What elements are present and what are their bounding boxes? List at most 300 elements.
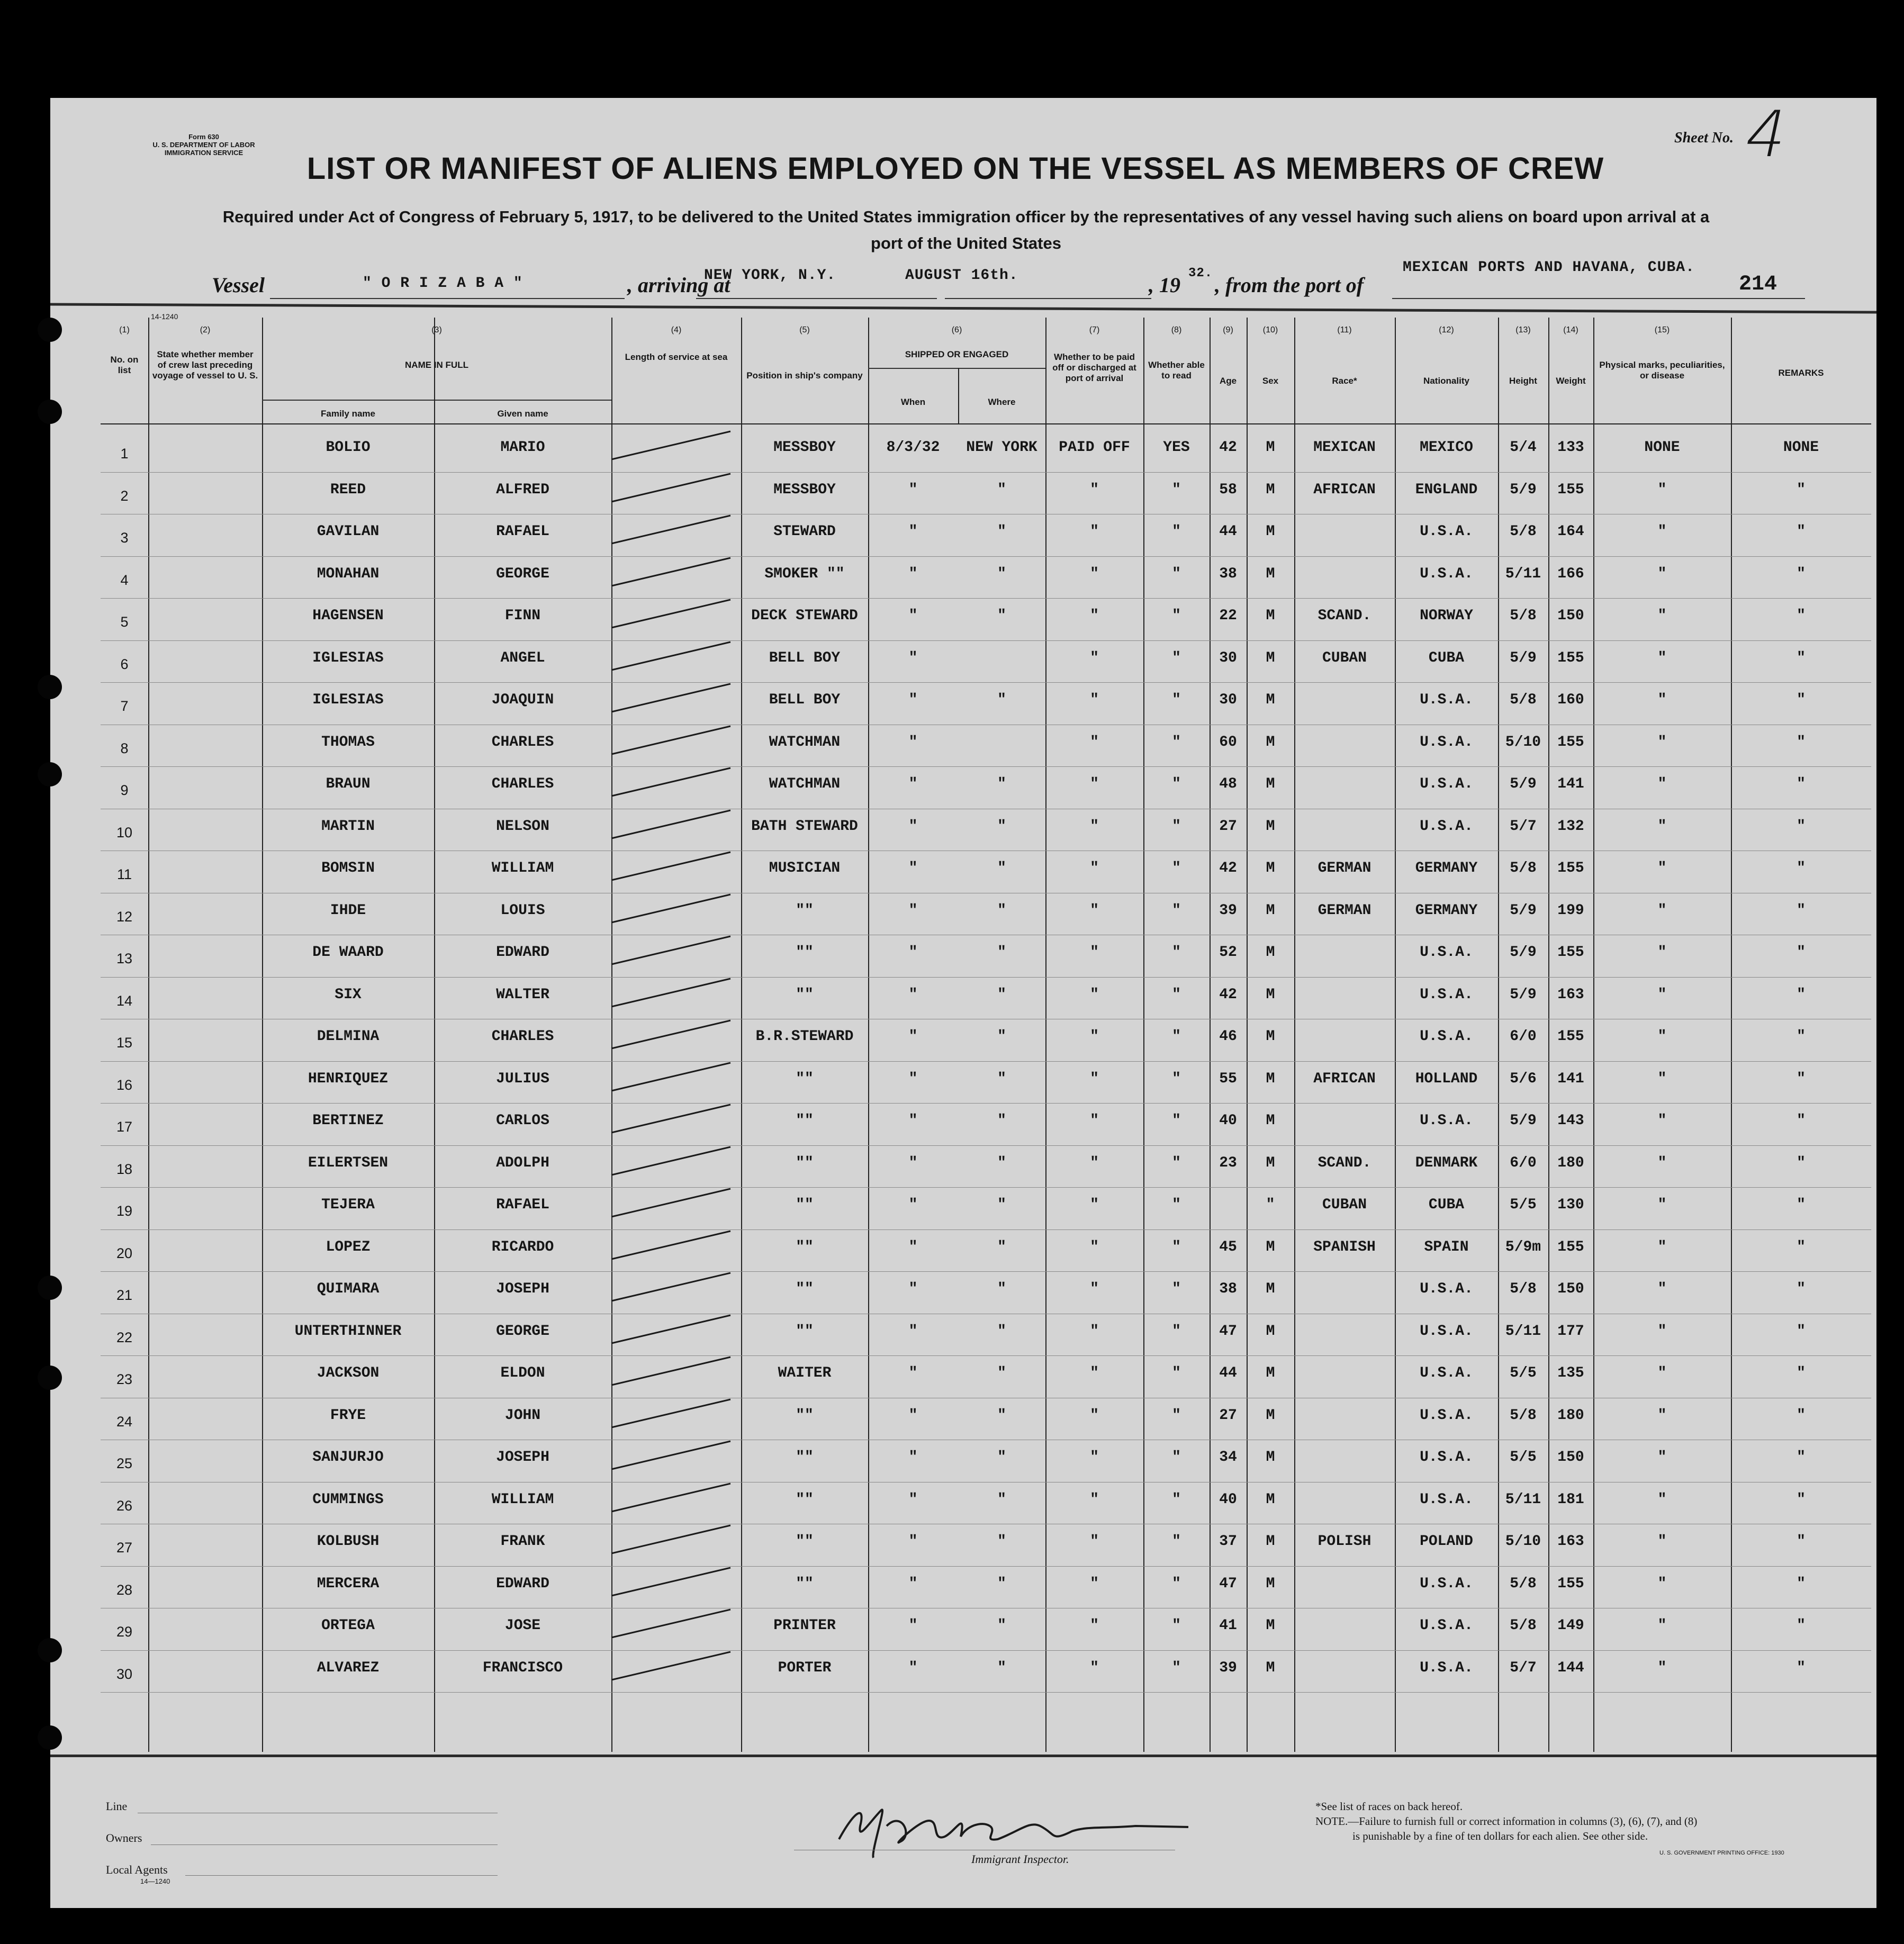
paid-off: "	[1090, 565, 1099, 582]
sex: M	[1266, 1070, 1275, 1087]
service-check-mark	[609, 849, 736, 887]
row-number: 30	[116, 1666, 133, 1682]
family-name: MARTIN	[321, 818, 375, 835]
shipped-when: "	[908, 1617, 918, 1634]
weight: 180	[1557, 1154, 1584, 1171]
race: GERMAN	[1318, 902, 1371, 919]
height: 5/8	[1510, 523, 1537, 540]
row-rule	[101, 1271, 1871, 1272]
remarks: "	[1797, 902, 1806, 919]
able-to-read: "	[1172, 818, 1181, 835]
weight: 181	[1557, 1491, 1584, 1508]
service-check-mark	[609, 681, 736, 718]
age: 47	[1219, 1323, 1237, 1340]
sheet-number-value: 4	[1738, 98, 1794, 171]
shipped-when: "	[908, 1659, 918, 1676]
shipped-when: "	[908, 649, 918, 666]
race: CUBAN	[1322, 1197, 1367, 1213]
punch-hole	[38, 1725, 62, 1750]
sex: M	[1266, 481, 1275, 498]
position: PRINTER	[773, 1617, 836, 1634]
paid-off: "	[1090, 523, 1099, 540]
given-name: RAFAEL	[496, 1197, 549, 1213]
family-name: BRAUN	[326, 776, 371, 792]
row-rule	[101, 1103, 1871, 1104]
able-to-read: "	[1172, 1281, 1181, 1297]
row-rule	[101, 556, 1871, 557]
paid-off: "	[1090, 608, 1099, 624]
row-number: 6	[120, 656, 129, 672]
physical-marks: "	[1657, 1323, 1667, 1340]
row-number: 16	[116, 1077, 133, 1093]
given-name: ANGEL	[500, 649, 545, 666]
race: SCAND.	[1318, 608, 1371, 624]
printer-credit: U. S. GOVERNMENT PRINTING OFFICE: 1930	[1659, 1850, 1784, 1856]
shipped-when: 8/3/32	[886, 439, 940, 456]
age: 30	[1219, 692, 1237, 708]
physical-marks: "	[1657, 565, 1667, 582]
service-check-mark	[609, 1270, 736, 1307]
shipped-where: "	[997, 1365, 1006, 1381]
shipped-where: "	[997, 1238, 1006, 1255]
service-check-mark	[609, 513, 736, 550]
shipped-when: "	[908, 1323, 918, 1340]
position: ""	[796, 1113, 814, 1129]
service-check-mark	[609, 597, 736, 634]
given-name: CHARLES	[491, 734, 554, 751]
sex: M	[1266, 944, 1275, 961]
shipped-when: "	[908, 818, 918, 835]
height: 6/0	[1510, 1154, 1537, 1171]
family-name: HENRIQUEZ	[308, 1070, 389, 1087]
given-name: EDWARD	[496, 1575, 549, 1592]
punch-hole	[38, 318, 62, 342]
position: ""	[796, 1070, 814, 1087]
paid-off: "	[1090, 1323, 1099, 1340]
sex: M	[1266, 1323, 1275, 1340]
sex: M	[1266, 1659, 1275, 1676]
page-subtitle	[93, 204, 1839, 257]
family-name: SANJURJO	[312, 1449, 384, 1466]
nationality: U.S.A.	[1420, 1323, 1473, 1340]
shipped-when: "	[908, 1533, 918, 1550]
arriving-label: , arriving at	[627, 273, 730, 297]
paid-off: "	[1090, 944, 1099, 961]
sheet-number-label: Sheet No.	[1674, 130, 1734, 146]
nationality: U.S.A.	[1420, 692, 1473, 708]
crew-table	[101, 318, 1871, 1752]
family-name: DE WAARD	[312, 944, 384, 961]
shipped-where: "	[997, 1449, 1006, 1466]
weight: 155	[1557, 734, 1584, 751]
header-c14: Weight	[1556, 376, 1586, 386]
weight: 163	[1557, 986, 1584, 1003]
weight: 150	[1557, 1281, 1584, 1297]
shipped-when: "	[908, 1113, 918, 1129]
physical-marks: "	[1657, 1365, 1667, 1381]
given-name: FRANCISCO	[482, 1659, 563, 1676]
top-rule	[50, 303, 1876, 313]
row-number: 20	[116, 1245, 133, 1261]
given-name: GEORGE	[496, 1323, 549, 1340]
nationality: POLAND	[1420, 1533, 1473, 1550]
row-number: 25	[116, 1455, 133, 1471]
age: 22	[1219, 608, 1237, 624]
height: 5/5	[1510, 1365, 1537, 1381]
position: WATCHMAN	[769, 734, 841, 751]
able-to-read: "	[1172, 1238, 1181, 1255]
row-number: 18	[116, 1161, 133, 1177]
sex: M	[1266, 1533, 1275, 1550]
weight: 149	[1557, 1617, 1584, 1634]
header-c15: Physical marks, peculiarities, or disease	[1599, 360, 1725, 381]
remarks: "	[1797, 1491, 1806, 1508]
age: 27	[1219, 818, 1237, 835]
shipped-when: "	[908, 565, 918, 582]
header-given-name: Given name	[497, 409, 548, 419]
height: 5/7	[1510, 818, 1537, 835]
inspector-label: Immigrant Inspector.	[971, 1852, 1069, 1866]
weight: 135	[1557, 1365, 1584, 1381]
height: 5/9	[1510, 776, 1537, 792]
family-name: HAGENSEN	[312, 608, 384, 624]
nationality: U.S.A.	[1420, 818, 1473, 835]
header-number-c3: (3)	[431, 325, 442, 334]
family-name: TEJERA	[321, 1197, 375, 1213]
nationality: U.S.A.	[1420, 776, 1473, 792]
row-rule	[101, 472, 1871, 473]
punch-hole	[38, 400, 62, 424]
shipped-when: "	[908, 523, 918, 540]
given-name: CARLOS	[496, 1113, 549, 1129]
age: 48	[1219, 776, 1237, 792]
paid-off: "	[1090, 1617, 1099, 1634]
shipped-where: "	[997, 1070, 1006, 1087]
shipped-where: "	[997, 776, 1006, 792]
paid-off: "	[1090, 1575, 1099, 1592]
bottom-rule	[50, 1755, 1876, 1757]
position: ""	[796, 1575, 814, 1592]
shipped-when: "	[908, 1238, 918, 1255]
column-divider	[148, 318, 149, 1752]
given-name: ADOLPH	[496, 1154, 549, 1171]
remarks: "	[1797, 1154, 1806, 1171]
service-check-mark	[609, 724, 736, 761]
service-check-mark	[609, 1144, 736, 1181]
subheader-rule	[868, 368, 1045, 369]
age: 42	[1219, 860, 1237, 876]
able-to-read: "	[1172, 986, 1181, 1003]
given-name: JOSEPH	[496, 1449, 549, 1466]
age: 34	[1219, 1449, 1237, 1466]
remarks: "	[1797, 565, 1806, 582]
physical-marks: "	[1657, 649, 1667, 666]
position: DECK STEWARD	[751, 608, 858, 624]
service-check-mark	[609, 1565, 736, 1602]
family-name: FRYE	[330, 1407, 366, 1424]
age: 30	[1219, 649, 1237, 666]
service-check-mark	[609, 1228, 736, 1265]
age: 38	[1219, 1281, 1237, 1297]
sex: M	[1266, 818, 1275, 835]
row-number: 7	[120, 698, 129, 714]
height: 5/11	[1505, 565, 1541, 582]
row-rule	[101, 977, 1871, 978]
position: ""	[796, 944, 814, 961]
physical-marks: "	[1657, 818, 1667, 835]
sex: M	[1266, 649, 1275, 666]
remarks: "	[1797, 481, 1806, 498]
weight: 180	[1557, 1407, 1584, 1424]
family-name: IGLESIAS	[312, 649, 384, 666]
physical-marks: "	[1657, 734, 1667, 751]
able-to-read: "	[1172, 1449, 1181, 1466]
punch-hole	[38, 675, 62, 699]
able-to-read: "	[1172, 1070, 1181, 1087]
form-number: Form 630	[188, 133, 219, 141]
nationality: U.S.A.	[1420, 1365, 1473, 1381]
shipped-when: "	[908, 1154, 918, 1171]
header-c6: SHIPPED OR ENGAGED	[905, 349, 1009, 359]
shipped-when: "	[908, 1028, 918, 1045]
physical-marks: "	[1657, 986, 1667, 1003]
position: MESSBOY	[773, 481, 836, 498]
age: 55	[1219, 1070, 1237, 1087]
position: BELL BOY	[769, 692, 841, 708]
from-port-label: , from the port of	[1215, 273, 1364, 297]
from-port: MEXICAN PORTS AND HAVANA, CUBA.	[1403, 259, 1695, 276]
height: 5/5	[1510, 1197, 1537, 1213]
department-name: U. S. DEPARTMENT OF LABOR	[152, 141, 255, 149]
paid-off: "	[1090, 481, 1099, 498]
family-name: KOLBUSH	[317, 1533, 380, 1550]
row-rule	[101, 1229, 1871, 1230]
height: 5/11	[1505, 1491, 1541, 1508]
height: 5/9	[1510, 649, 1537, 666]
vessel-label: Vessel	[212, 273, 265, 297]
given-name: CHARLES	[491, 776, 554, 792]
physical-marks: "	[1657, 944, 1667, 961]
manifest-sheet	[50, 98, 1876, 1908]
physical-marks: "	[1657, 481, 1667, 498]
age: 27	[1219, 1407, 1237, 1424]
service-check-mark	[609, 429, 736, 466]
able-to-read: "	[1172, 1533, 1181, 1550]
nationality: U.S.A.	[1420, 1617, 1473, 1634]
age: 39	[1219, 902, 1237, 919]
row-number: 12	[116, 908, 133, 925]
race: SPANISH	[1313, 1238, 1376, 1255]
nationality: U.S.A.	[1420, 734, 1473, 751]
service-check-mark	[609, 892, 736, 929]
position: B.R.STEWARD	[755, 1028, 854, 1045]
service-check-mark	[609, 808, 736, 845]
subheader-divider	[958, 368, 959, 423]
position: ""	[796, 1154, 814, 1171]
able-to-read: "	[1172, 649, 1181, 666]
shipped-where: "	[997, 860, 1006, 876]
nationality: ENGLAND	[1415, 481, 1478, 498]
header-number-c1: (1)	[119, 325, 130, 334]
age: 42	[1219, 439, 1237, 456]
position: ""	[796, 1449, 814, 1466]
shipped-when: "	[908, 1281, 918, 1297]
shipped-where: "	[997, 608, 1006, 624]
shipped-when: "	[908, 1197, 918, 1213]
height: 5/9m	[1505, 1238, 1541, 1255]
family-name: REED	[330, 481, 366, 498]
nationality: U.S.A.	[1420, 1491, 1473, 1508]
header-number-c2: (2)	[200, 325, 211, 334]
physical-marks: "	[1657, 1449, 1667, 1466]
able-to-read: "	[1172, 1365, 1181, 1381]
remarks: "	[1797, 649, 1806, 666]
nationality: U.S.A.	[1420, 565, 1473, 582]
shipped-where: "	[997, 1281, 1006, 1297]
race: POLISH	[1318, 1533, 1371, 1550]
height: 5/10	[1505, 734, 1541, 751]
header-c16: REMARKS	[1778, 368, 1824, 378]
shipped-where: "	[997, 986, 1006, 1003]
physical-marks: "	[1657, 776, 1667, 792]
paid-off: "	[1090, 818, 1099, 835]
row-number: 9	[120, 782, 129, 798]
service-name: IMMIGRATION SERVICE	[164, 149, 243, 157]
position: ""	[796, 1238, 814, 1255]
given-name: ELDON	[500, 1365, 545, 1381]
service-check-mark	[609, 1102, 736, 1139]
sex: M	[1266, 902, 1275, 919]
shipped-when: "	[908, 860, 918, 876]
race: CUBAN	[1322, 649, 1367, 666]
nationality: U.S.A.	[1420, 1028, 1473, 1045]
given-name: WALTER	[496, 986, 549, 1003]
able-to-read: "	[1172, 902, 1181, 919]
header-number-c15: (15)	[1654, 325, 1670, 334]
given-name: NELSON	[496, 818, 549, 835]
sex: M	[1266, 1154, 1275, 1171]
physical-marks: "	[1657, 1533, 1667, 1550]
subtitle-line-1: Required under Act of Congress of February 5, 1917, to be delivered to the United States immigration officer by the representatives of any vessel having such aliens on board upon arrival at a	[222, 207, 1710, 226]
row-rule	[101, 1145, 1871, 1146]
age: 23	[1219, 1154, 1237, 1171]
physical-marks: "	[1657, 1575, 1667, 1592]
row-number: 2	[120, 487, 129, 504]
able-to-read: "	[1172, 776, 1181, 792]
shipped-when: "	[908, 944, 918, 961]
shipped-when: "	[908, 986, 918, 1003]
given-name: CHARLES	[491, 1028, 554, 1045]
able-to-read: "	[1172, 1028, 1181, 1045]
row-rule	[101, 1187, 1871, 1188]
height: 5/8	[1510, 692, 1537, 708]
height: 5/4	[1510, 439, 1537, 456]
position: ""	[796, 1323, 814, 1340]
age: 44	[1219, 523, 1237, 540]
paid-off: "	[1090, 1281, 1099, 1297]
paid-off: "	[1090, 649, 1099, 666]
given-name: WILLIAM	[491, 1491, 554, 1508]
row-rule	[101, 682, 1871, 683]
paid-off: "	[1090, 1491, 1099, 1508]
remarks: "	[1797, 692, 1806, 708]
row-number: 10	[116, 824, 133, 840]
nationality: CUBA	[1428, 649, 1465, 666]
paid-off: "	[1090, 1238, 1099, 1255]
remarks: "	[1797, 1659, 1806, 1676]
able-to-read: "	[1172, 1575, 1181, 1592]
age: 41	[1219, 1617, 1237, 1634]
height: 5/8	[1510, 1407, 1537, 1424]
weight: 177	[1557, 1323, 1584, 1340]
given-name: JOSE	[504, 1617, 541, 1634]
nationality: U.S.A.	[1420, 1575, 1473, 1592]
paid-off: "	[1090, 1449, 1099, 1466]
weight: 143	[1557, 1113, 1584, 1129]
header-number-c11: (11)	[1337, 325, 1352, 334]
remarks: "	[1797, 608, 1806, 624]
sex: M	[1266, 986, 1275, 1003]
header-number-c4: (4)	[671, 325, 682, 334]
weight: 155	[1557, 944, 1584, 961]
nationality: U.S.A.	[1420, 523, 1473, 540]
weight: 166	[1557, 565, 1584, 582]
weight: 133	[1557, 439, 1584, 456]
height: 5/9	[1510, 944, 1537, 961]
physical-marks: "	[1657, 1281, 1667, 1297]
shipped-when: "	[908, 776, 918, 792]
given-name: WILLIAM	[491, 860, 554, 876]
subtitle-line-2: port of the United States	[871, 234, 1061, 252]
row-rule	[101, 1650, 1871, 1651]
family-name: SIX	[335, 986, 362, 1003]
header-number-c5: (5)	[799, 325, 810, 334]
position: ""	[796, 986, 814, 1003]
paid-off: PAID OFF	[1059, 439, 1130, 456]
nationality: MEXICO	[1420, 439, 1473, 456]
subheader-rule	[262, 400, 611, 401]
sex: M	[1266, 1238, 1275, 1255]
position: ""	[796, 902, 814, 919]
height: 5/8	[1510, 1575, 1537, 1592]
family-name: UNTERTHINNER	[294, 1323, 402, 1340]
height: 5/9	[1510, 902, 1537, 919]
row-number: 8	[120, 740, 129, 756]
family-name: EILERTSEN	[308, 1154, 389, 1171]
sex: M	[1266, 692, 1275, 708]
height: 5/8	[1510, 860, 1537, 876]
position: BATH STEWARD	[751, 818, 858, 835]
nationality: DENMARK	[1415, 1154, 1478, 1171]
remarks: "	[1797, 1281, 1806, 1297]
shipped-when: "	[908, 1575, 918, 1592]
shipped-where: NEW YORK	[966, 439, 1037, 456]
row-number: 13	[116, 951, 133, 966]
punch-hole	[38, 1638, 62, 1662]
paid-off: "	[1090, 1113, 1099, 1129]
shipped-where: "	[997, 1575, 1006, 1592]
shipped-when: "	[908, 608, 918, 624]
physical-marks: "	[1657, 608, 1667, 624]
row-rule	[101, 598, 1871, 599]
header-where: Where	[988, 397, 1016, 407]
service-check-mark	[609, 1523, 736, 1560]
shipped-where: "	[997, 902, 1006, 919]
able-to-read: "	[1172, 860, 1181, 876]
header-c1: No. on list	[110, 355, 139, 375]
nationality: NORWAY	[1420, 608, 1473, 624]
height: 5/8	[1510, 1617, 1537, 1634]
